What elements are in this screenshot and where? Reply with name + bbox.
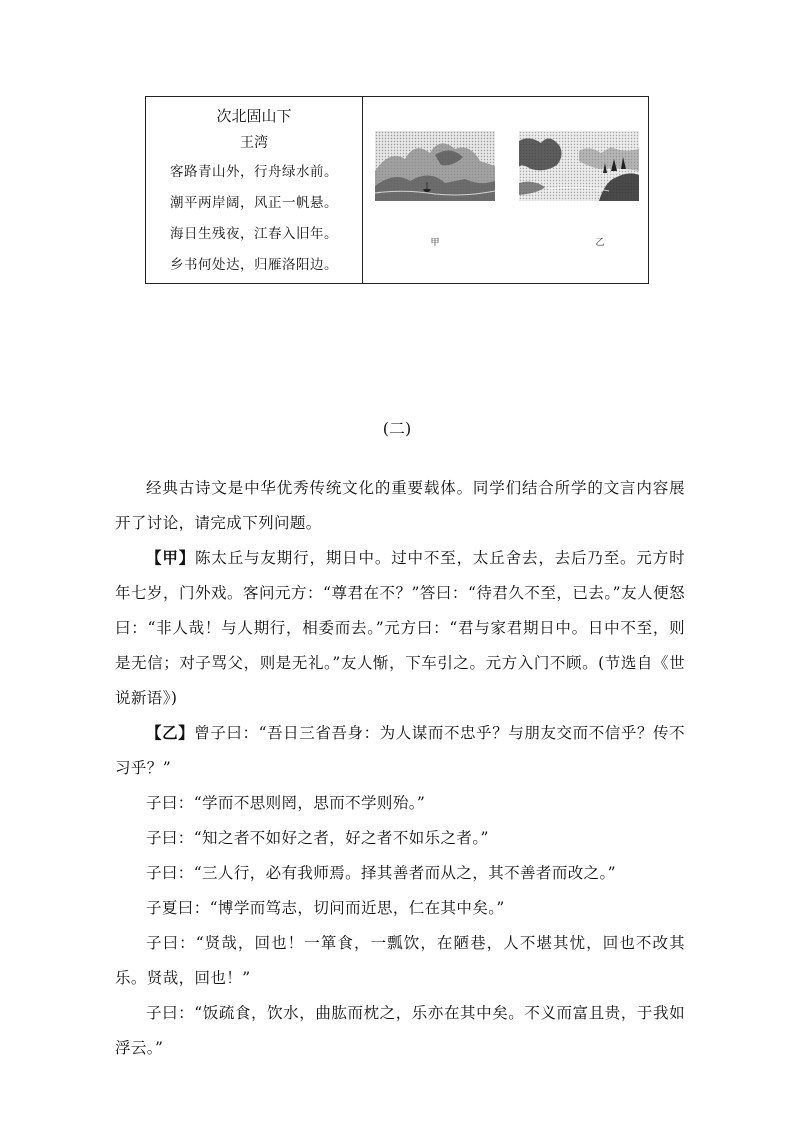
poem-line: 海日生残夜，江春入旧年。 xyxy=(170,226,338,242)
poem-title: 次北固山下 xyxy=(216,107,292,125)
quote-paragraph: 子夏曰：“博学而笃志，切问而近思，仁在其中矣。” xyxy=(146,899,505,917)
painting-cell xyxy=(363,97,648,283)
intro-paragraph: 经典古诗文是中华优秀传统文化的重要载体。同学们结合所学的文言内容展开了讨论，请完成下列问题。 xyxy=(115,479,685,532)
passage-jia-text: 陈太丘与友期行，期日中。过中不至，太丘舍去，去后乃至。元方时年七岁，门外戏。客问元方：“尊君在不？”答曰：“待君久不至，已去。”友人便怒曰：“非人哉！与人期行，相委而去。”元方曰：“君与家君期日中。日中不至，则是无信；对子骂父，则是无礼。”友人惭，下车引之。元方入门不顾。(节选自《世说新语》) xyxy=(115,549,685,707)
passage-jia-label: 【甲】 xyxy=(146,549,196,567)
poem-cell xyxy=(146,97,363,283)
quote-paragraph: 子曰：“饭疏食，饮水，曲肱而枕之，乐亦在其中矣。不义而富且贵，于我如浮云。” xyxy=(115,1004,685,1057)
painting-caption: 甲 xyxy=(430,238,440,248)
quote-paragraph: 子曰：“知之者不如好之者，好之者不如乐之者。” xyxy=(146,829,489,847)
painting-caption: 乙 xyxy=(595,238,605,248)
passage-yi xyxy=(115,716,685,786)
section-title: (二) xyxy=(382,419,412,438)
passage-jia xyxy=(115,541,685,716)
quote-paragraph: 子曰：“三人行，必有我师焉。择其善者而从之，其不善者而改之。” xyxy=(146,864,617,882)
passage-yi-text: 曾子曰：“吾日三省吾身：为人谋而不忠乎？与朋友交而不信乎？传不习乎？” xyxy=(115,724,686,777)
poem-table xyxy=(145,96,649,284)
article xyxy=(115,471,685,1066)
landscape-painting-icon xyxy=(375,131,495,201)
landscape-painting-icon xyxy=(519,131,639,201)
poem-author: 王湾 xyxy=(240,135,268,151)
passage-yi-label: 【乙】 xyxy=(146,724,195,742)
poem-line: 客路青山外，行舟绿水前。 xyxy=(170,164,338,180)
poem-line: 乡书何处达，归雁洛阳边。 xyxy=(170,257,338,273)
quote-paragraph: 子曰：“贤哉，回也！一箪食，一瓢饮，在陋巷，人不堪其忧，回也不改其乐。贤哉，回也！” xyxy=(115,934,685,987)
quote-paragraph: 子曰：“学而不思则罔，思而不学则殆。” xyxy=(146,794,426,812)
poem-line: 潮平两岸阔，风正一帆悬。 xyxy=(170,195,338,211)
